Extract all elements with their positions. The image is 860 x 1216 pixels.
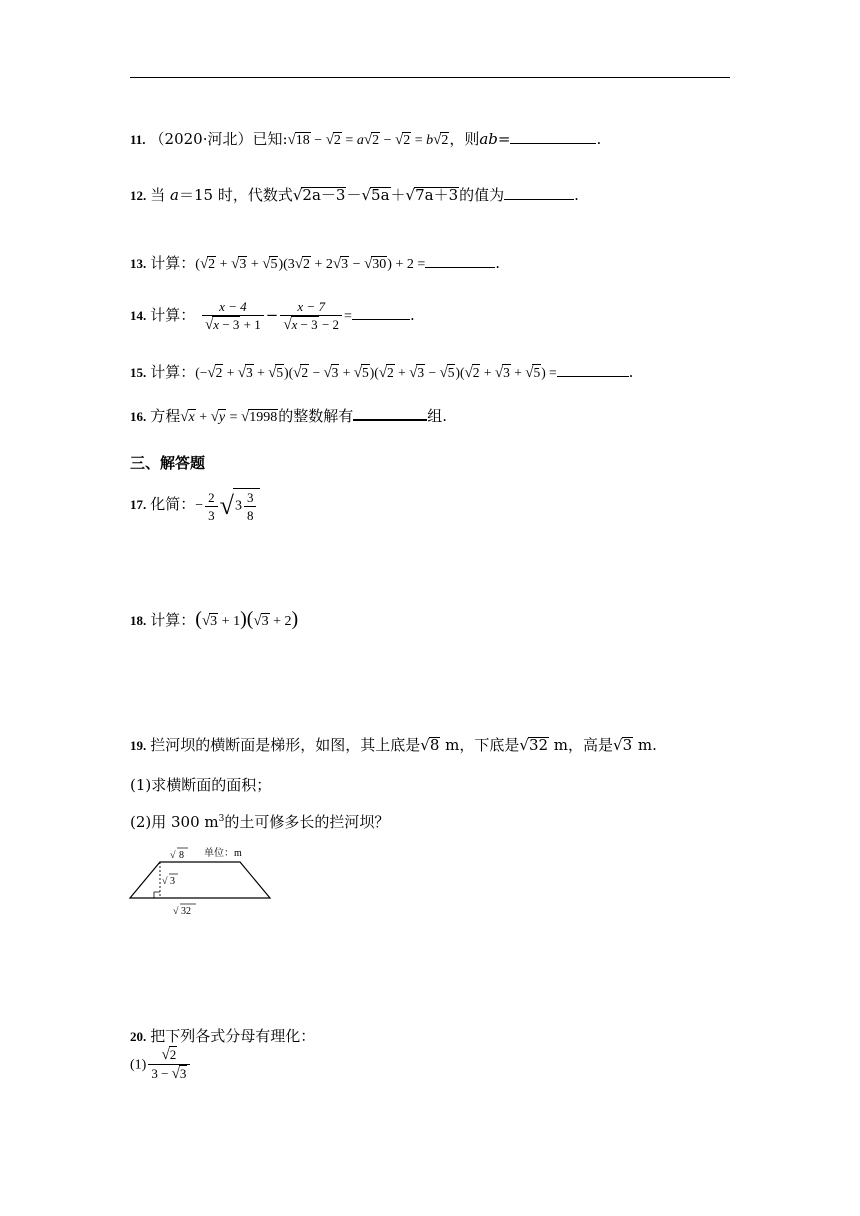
question-number: 15.	[130, 365, 147, 380]
question-18	[130, 608, 298, 633]
top-value: 8	[179, 850, 184, 861]
question-text: m，下底是	[440, 736, 520, 754]
question-text: m，高是	[549, 736, 614, 754]
formula-13: (√2 + √3 + √5)(3√2 + 2√3 − √30) + 2 =	[195, 256, 426, 272]
right-angle-mark	[154, 892, 160, 898]
header-rule	[130, 77, 730, 78]
formula-11: √18 − √2 = a√2 − √2 = b√2	[287, 132, 449, 148]
numerator: x − 7	[297, 299, 325, 314]
formula-16: √x + √y = √1998	[180, 409, 278, 425]
radicand: 3	[622, 736, 633, 754]
radicand: 2a－3	[302, 186, 346, 204]
question-19-part-1: (1)求横断面的面积；	[130, 776, 272, 794]
question-text: 的土可修多长的拦河坝？	[224, 813, 390, 831]
radicand: 32	[528, 736, 549, 754]
radicand: 7a＋3	[415, 186, 459, 204]
question-text: 方程	[150, 407, 181, 425]
question-20	[130, 1025, 315, 1048]
question-text: 组.	[427, 407, 448, 425]
punct: .	[409, 306, 415, 324]
question-text: 把下列各式分母有理化：	[150, 1027, 316, 1045]
top-base-label	[170, 848, 188, 861]
question-number: 20.	[130, 1029, 147, 1044]
question-text: ab=	[479, 130, 511, 148]
question-text: 计算：	[150, 306, 196, 324]
question-number: 12.	[130, 188, 147, 203]
denominator: 3 −	[151, 1066, 169, 1081]
numerator: 2	[169, 1047, 177, 1062]
question-number: 17.	[130, 497, 147, 513]
answer-blank[interactable]	[557, 364, 629, 377]
question-text: 化简：	[150, 495, 196, 514]
question-20-part-1	[130, 1046, 192, 1083]
superscript: 3	[218, 814, 225, 824]
question-number: 13.	[130, 256, 147, 271]
question-text: ＝15 时，代数式	[179, 186, 293, 204]
question-16	[130, 405, 447, 429]
question-17	[130, 488, 260, 524]
svg-text:√: √	[173, 906, 179, 917]
fraction: $\frac{x - 7}{√x - 3 - 2}$	[280, 298, 342, 334]
radicand: 5a	[371, 186, 390, 204]
formula-15: (−√2 + √3 + √5)(√2 − √3 + √5)(√2 + √3 − √5)(√2 + √3 + √5) =	[195, 365, 557, 381]
punct: .	[495, 254, 501, 272]
variable: a	[170, 186, 179, 204]
question-text: 的值为	[459, 186, 505, 204]
answer-blank[interactable]	[352, 307, 410, 320]
unit-label: 单位：m	[204, 848, 242, 859]
question-19-part-2	[130, 808, 389, 833]
question-19: 19. 拦河坝的横断面是梯形，如图，其上底是√8 m，下底是√32 m，高是√3 m.	[130, 736, 657, 754]
trapezoid-shape	[130, 862, 270, 898]
question-11	[130, 128, 601, 152]
question-text: 计算：	[150, 254, 196, 272]
radicand: 8	[429, 736, 440, 754]
fraction: $\frac{√2}{3 - √3}$	[148, 1046, 190, 1083]
answer-blank[interactable]	[510, 131, 596, 144]
question-14: 14. 计算： $\frac{x - 4}{√x - 3 + 1}$ − $\frac{x - 7}{√x - 3 - 2}$ = .	[130, 299, 415, 333]
punct: .	[628, 363, 634, 381]
formula-18: (√3 + 1)(√3 + 2)	[195, 608, 299, 630]
question-text: ，则	[449, 130, 480, 148]
question-number: 14.	[130, 308, 147, 323]
part-label: (1)	[130, 1057, 147, 1073]
answer-blank[interactable]	[353, 407, 427, 421]
numerator: x − 4	[219, 299, 247, 314]
question-text: 的整数解有	[278, 407, 354, 425]
operator: ＋	[390, 186, 406, 204]
question-number: 18.	[130, 613, 147, 628]
question-text: 计算：	[150, 611, 196, 629]
punct: .	[574, 186, 579, 204]
question-text: (2)用 300 m	[130, 813, 219, 831]
question-text: m.	[633, 736, 657, 754]
question-12: 12. 当 a＝15 时，代数式√2a－3－√5a＋√7a＋3的值为 .	[130, 186, 579, 204]
fraction: $\frac{x - 4}{√x - 3 + 1}$	[202, 298, 264, 334]
height-value: 3	[170, 876, 175, 887]
punct: .	[596, 130, 602, 148]
section-heading: 三、解答题	[130, 454, 206, 472]
svg-text:√: √	[162, 876, 168, 887]
question-15	[130, 361, 633, 384]
answer-blank[interactable]	[504, 187, 574, 200]
bottom-base-label	[173, 904, 196, 917]
question-13	[130, 252, 500, 276]
question-text: 计算：	[150, 363, 196, 381]
question-number: 19.	[130, 738, 147, 753]
question-text: 当	[150, 186, 166, 204]
bottom-value: 32	[181, 906, 191, 917]
question-text: 拦河坝的横断面是梯形，如图，其上底是	[150, 736, 421, 754]
operator: －	[346, 186, 362, 204]
height-label	[162, 874, 178, 887]
question-number: 16.	[130, 409, 147, 424]
trapezoid-diagram	[126, 842, 276, 918]
question-source: （2020·河北）已知:	[149, 130, 288, 148]
formula-17: − $\frac{2}{3}$ √3 $\frac{3}{8}$	[195, 498, 260, 513]
answer-blank[interactable]	[425, 255, 495, 268]
question-number: 11.	[130, 132, 146, 147]
svg-text:√: √	[170, 850, 176, 861]
